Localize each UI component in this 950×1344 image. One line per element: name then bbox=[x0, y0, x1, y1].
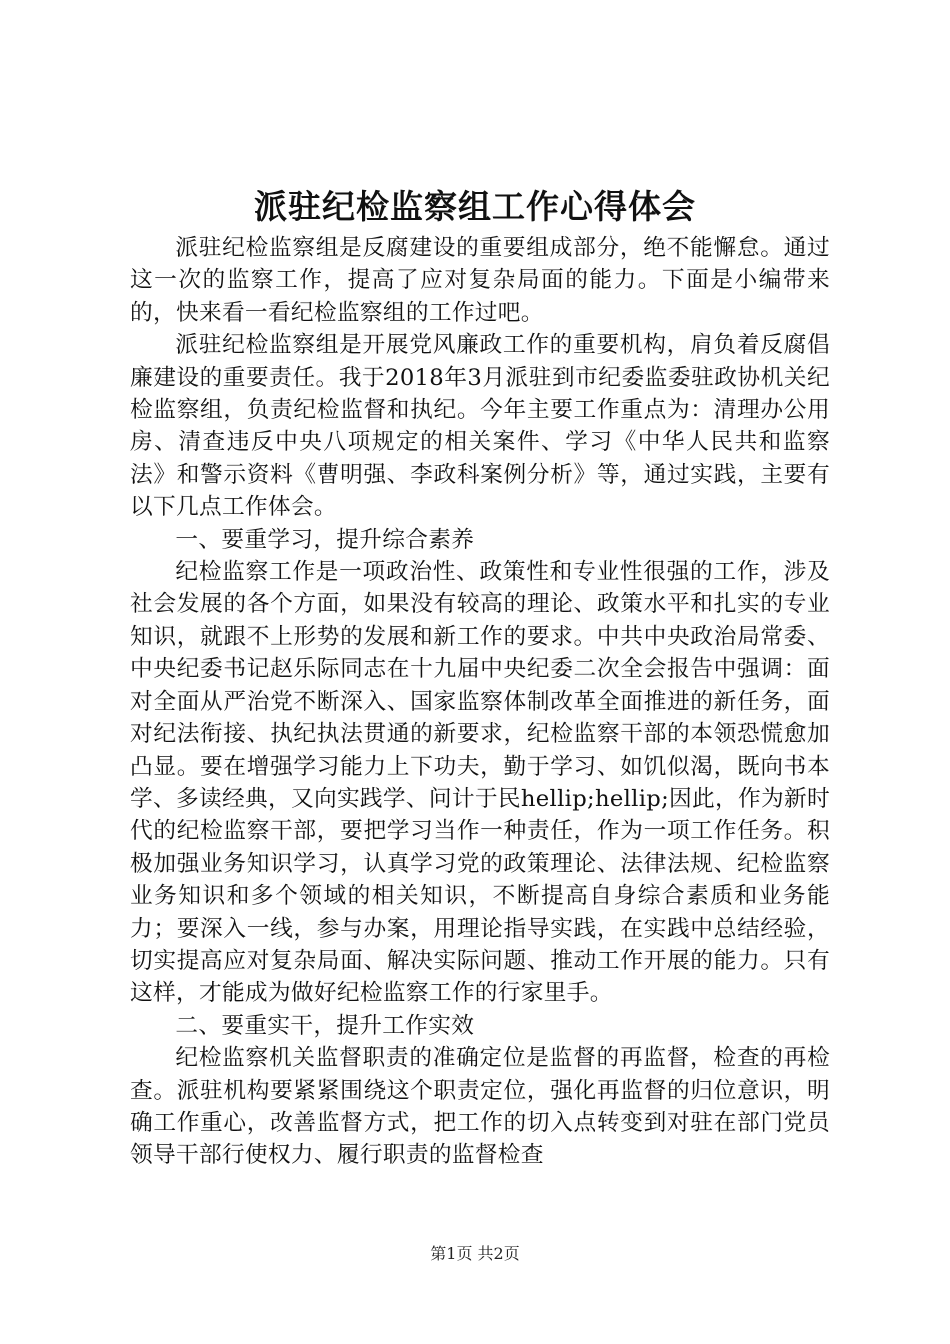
paragraph-intro: 派驻纪检监察组是反腐建设的重要组成部分，绝不能懈怠。通过这一次的监察工作，提高了应对复杂局面的能力。下面是小编带来的，快来看一看纪检监察组的工作过吧。 bbox=[130, 235, 830, 326]
paragraph-practice: 纪检监察机关监督职责的准确定位是监督的再监督，检查的再检查。派驻机构要紧紧围绕这个职责定位，强化再监督的归位意识，明确工作重心，改善监督方式，把工作的切入点转变到对驻在部门党员领导干部行使权力、履行职责的监督检查 bbox=[130, 1045, 830, 1169]
document-title: 派驻纪检监察组工作心得体会 bbox=[254, 187, 696, 226]
section-heading-2: 二、要重实干，提升工作实效 bbox=[175, 1012, 475, 1039]
paragraph-background: 派驻纪检监察组是开展党风廉政工作的重要机构，肩负着反腐倡廉建设的重要责任。我于2018年3月派驻到市纪委监委驻政协机关纪检监察组，负责纪检监督和执纪。今年主要工作重点为：清理办公用房、清查违反中央八项规定的相关案件、学习《中华人民共和监察法》和警示资料《曹明强、李政科案例分析》等，通过实践，主要有以下几点工作体会。 bbox=[130, 332, 830, 521]
page-number-footer: 第1页 共2页 bbox=[430, 1244, 520, 1263]
section-heading-1: 一、要重学习，提升综合素养 bbox=[175, 526, 475, 553]
document-body bbox=[130, 232, 830, 1172]
paragraph-study: 纪检监察工作是一项政治性、政策性和专业性很强的工作，涉及社会发展的各个方面，如果没有较高的理论、政策水平和扎实的专业知识，就跟不上形势的发展和新工作的要求。中共中央政治局常委、中央纪委书记赵乐际同志在十九届中央纪委二次全会报告中强调：面对全面从严治党不断深入、国家监察体制改革全面推进的新任务，面对纪法衔接、执纪执法贯通的新要求，纪检监察干部的本领恐慌愈加凸显。要在增强学习能力上下功夫，勤于学习、如饥似渴，既向书本学、多读经典，又向实践学、问计于民hellip;hellip;因此，作为新时代的纪检监察干部，要把学习当作一种责任，作为一项工作任务。积极加强业务知识学习，认真学习党的政策理论、法律法规、纪检监察业务知识和多个领域的相关知识，不断提高自身综合素质和业务能力；要深入一线，参与办案，用理论指导实践，在实践中总结经验，切实提高应对复杂局面、解决实际问题、推动工作开展的能力。只有这样，才能成为做好纪检监察工作的行家里手。 bbox=[130, 559, 830, 1007]
